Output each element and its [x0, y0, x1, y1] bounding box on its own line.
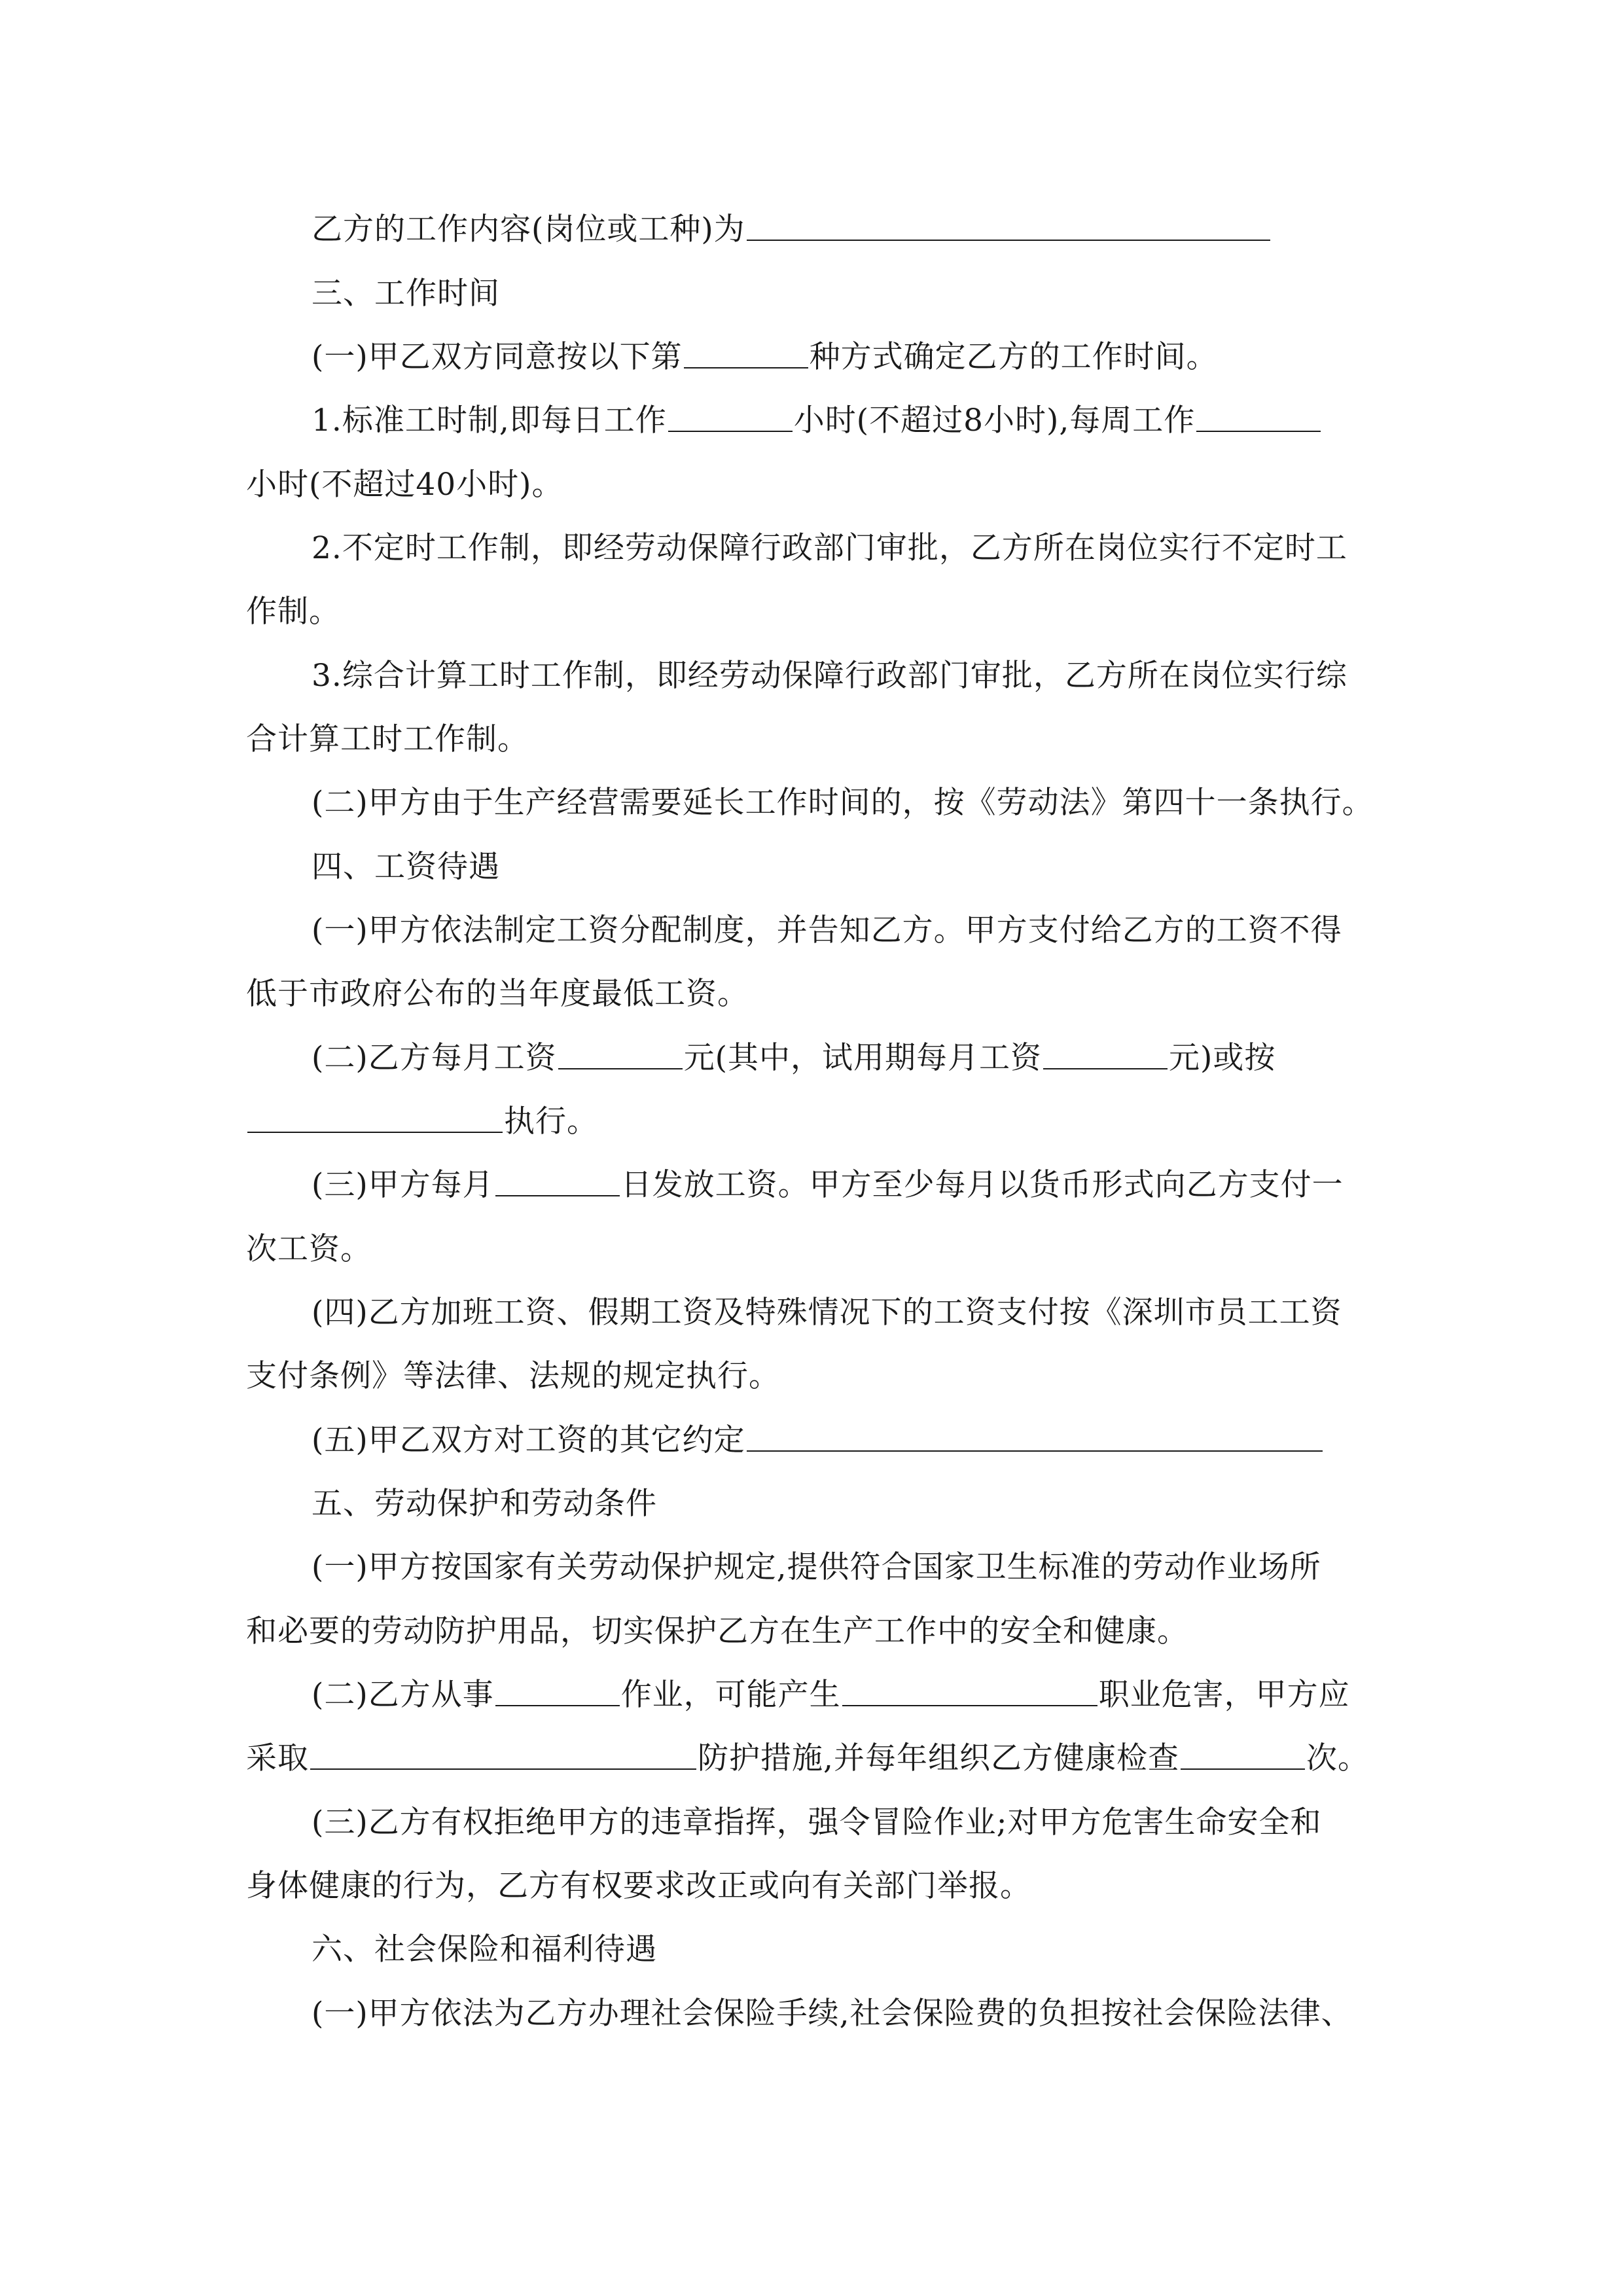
text-segment: (一)甲方依法为乙方办理社会保险手续,社会保险费的负担按社会保险法律、	[312, 1996, 1353, 2032]
text-segment: (三)乙方有权拒绝甲方的违章指挥，强令冒险作业;对甲方危害生命安全和	[312, 1804, 1322, 1840]
clause-protection-provision-cont	[246, 1600, 1398, 1664]
clause-monthly-wage-cont	[246, 1090, 1398, 1154]
clause-protection-provision	[312, 1535, 1398, 1600]
text-segment: 作业，可能产生	[620, 1677, 841, 1713]
section-heading-wages	[312, 835, 1398, 899]
clause-overtime	[312, 771, 1398, 835]
text-segment: (一)甲方按国家有关劳动保护规定,提供符合国家卫生标准的劳动作业场所	[312, 1549, 1321, 1585]
clause-comprehensive-hours	[312, 644, 1398, 708]
text-segment: 采取	[246, 1740, 309, 1776]
text-segment: (二)甲方由于生产经营需要延长工作时间的，按《劳动法》第四十一条执行。	[312, 785, 1374, 821]
clause-pay-day	[312, 1153, 1398, 1217]
clause-flexible-hours	[312, 516, 1398, 581]
fill-in-blank	[1196, 391, 1321, 432]
text-segment: 支付条例》等法律、法规的规定执行。	[246, 1358, 780, 1394]
text-segment: (一)甲方依法制定工资分配制度，并告知乙方。甲方支付给乙方的工资不得	[312, 912, 1342, 948]
clause-pay-day-cont	[246, 1217, 1398, 1282]
text-segment: (二)乙方从事	[312, 1677, 494, 1713]
text-segment: 低于市政府公布的当年度最低工资。	[246, 976, 749, 1012]
clause-comprehensive-hours-cont	[246, 708, 1398, 772]
text-segment: 六、社会保险和福利待遇	[312, 1931, 657, 1967]
text-segment: 小时(不超过8小时),每周工作	[793, 403, 1196, 439]
text-segment: 合计算工时工作制。	[246, 721, 529, 757]
text-segment: 执行。	[504, 1103, 598, 1139]
clause-occupational-hazard	[312, 1663, 1398, 1727]
fill-in-blank	[747, 1411, 1323, 1452]
fill-in-blank	[310, 1729, 696, 1770]
text-segment: 三、工作时间	[312, 276, 500, 312]
text-segment: 职业危害，甲方应	[1098, 1677, 1350, 1713]
clause-work-time-method	[312, 325, 1398, 389]
clause-right-to-refuse	[312, 1791, 1398, 1855]
fill-in-blank	[247, 1092, 503, 1133]
text-segment: 元)或按	[1169, 1040, 1276, 1076]
text-segment: 次。	[1306, 1740, 1369, 1776]
text-segment: 五、劳动保护和劳动条件	[312, 1486, 657, 1522]
clause-wage-system	[312, 899, 1398, 963]
text-segment: 元(其中，试用期每月工资	[683, 1040, 1043, 1076]
fill-in-blank	[558, 1029, 683, 1069]
fill-in-blank	[495, 1156, 620, 1196]
clause-right-to-refuse-cont	[246, 1854, 1398, 1918]
text-segment: 日发放工资。甲方至少每月以货币形式向乙方支付一	[620, 1167, 1344, 1203]
text-segment: (三)甲方每月	[312, 1167, 494, 1203]
text-segment: 3.综合计算工时工作制，即经劳动保障行政部门审批，乙方所在岗位实行综	[312, 658, 1347, 694]
text-segment: 四、工资待遇	[312, 849, 500, 885]
text-segment: 乙方的工作内容(岗位或工种)为	[312, 211, 745, 247]
text-segment: 身体健康的行为，乙方有权要求改正或向有关部门举报。	[246, 1868, 1031, 1904]
fill-in-blank	[684, 328, 808, 368]
text-segment: 小时(不超过40小时)。	[246, 467, 563, 503]
clause-monthly-wage	[312, 1026, 1398, 1090]
fill-in-blank	[1181, 1729, 1305, 1770]
fill-in-blank	[747, 200, 1270, 241]
clause-overtime-pay	[312, 1281, 1398, 1345]
section-heading-social-insurance	[312, 1918, 1398, 1982]
text-segment: 次工资。	[246, 1231, 372, 1267]
clause-occupational-hazard-cont	[246, 1727, 1398, 1791]
text-segment: 1.标准工时制,即每日工作	[312, 403, 667, 439]
text-segment: 2.不定时工作制，即经劳动保障行政部门审批，乙方所在岗位实行不定时工	[312, 530, 1347, 566]
clause-social-insurance	[312, 1982, 1398, 2046]
clause-flexible-hours-cont	[246, 580, 1398, 644]
text-segment: (四)乙方加班工资、假期工资及特殊情况下的工资支付按《深圳市员工工资	[312, 1295, 1342, 1331]
clause-standard-hours-cont	[246, 453, 1398, 517]
text-segment: (五)甲乙双方对工资的其它约定	[312, 1422, 745, 1458]
text-segment: (一)甲乙双方同意按以下第	[312, 339, 683, 375]
fill-in-blank	[668, 391, 793, 432]
fill-in-blank	[495, 1666, 620, 1706]
text-segment: 种方式确定乙方的工作时间。	[809, 339, 1218, 375]
section-heading-labor-protection	[312, 1472, 1398, 1536]
text-segment: 防护措施,并每年组织乙方健康检查	[698, 1740, 1179, 1776]
clause-wage-system-cont	[246, 962, 1398, 1026]
fill-in-blank	[1043, 1029, 1168, 1069]
clause-other-wage-terms	[312, 1408, 1398, 1473]
text-segment: 作制。	[246, 594, 340, 630]
clause-standard-hours	[312, 389, 1398, 453]
clause-job-content	[312, 198, 1398, 262]
section-heading-work-time	[312, 262, 1398, 326]
fill-in-blank	[842, 1666, 1097, 1706]
text-segment: 和必要的劳动防护用品，切实保护乙方在生产工作中的安全和健康。	[246, 1613, 1188, 1649]
clause-overtime-pay-cont	[246, 1344, 1398, 1408]
text-segment: (二)乙方每月工资	[312, 1040, 557, 1076]
